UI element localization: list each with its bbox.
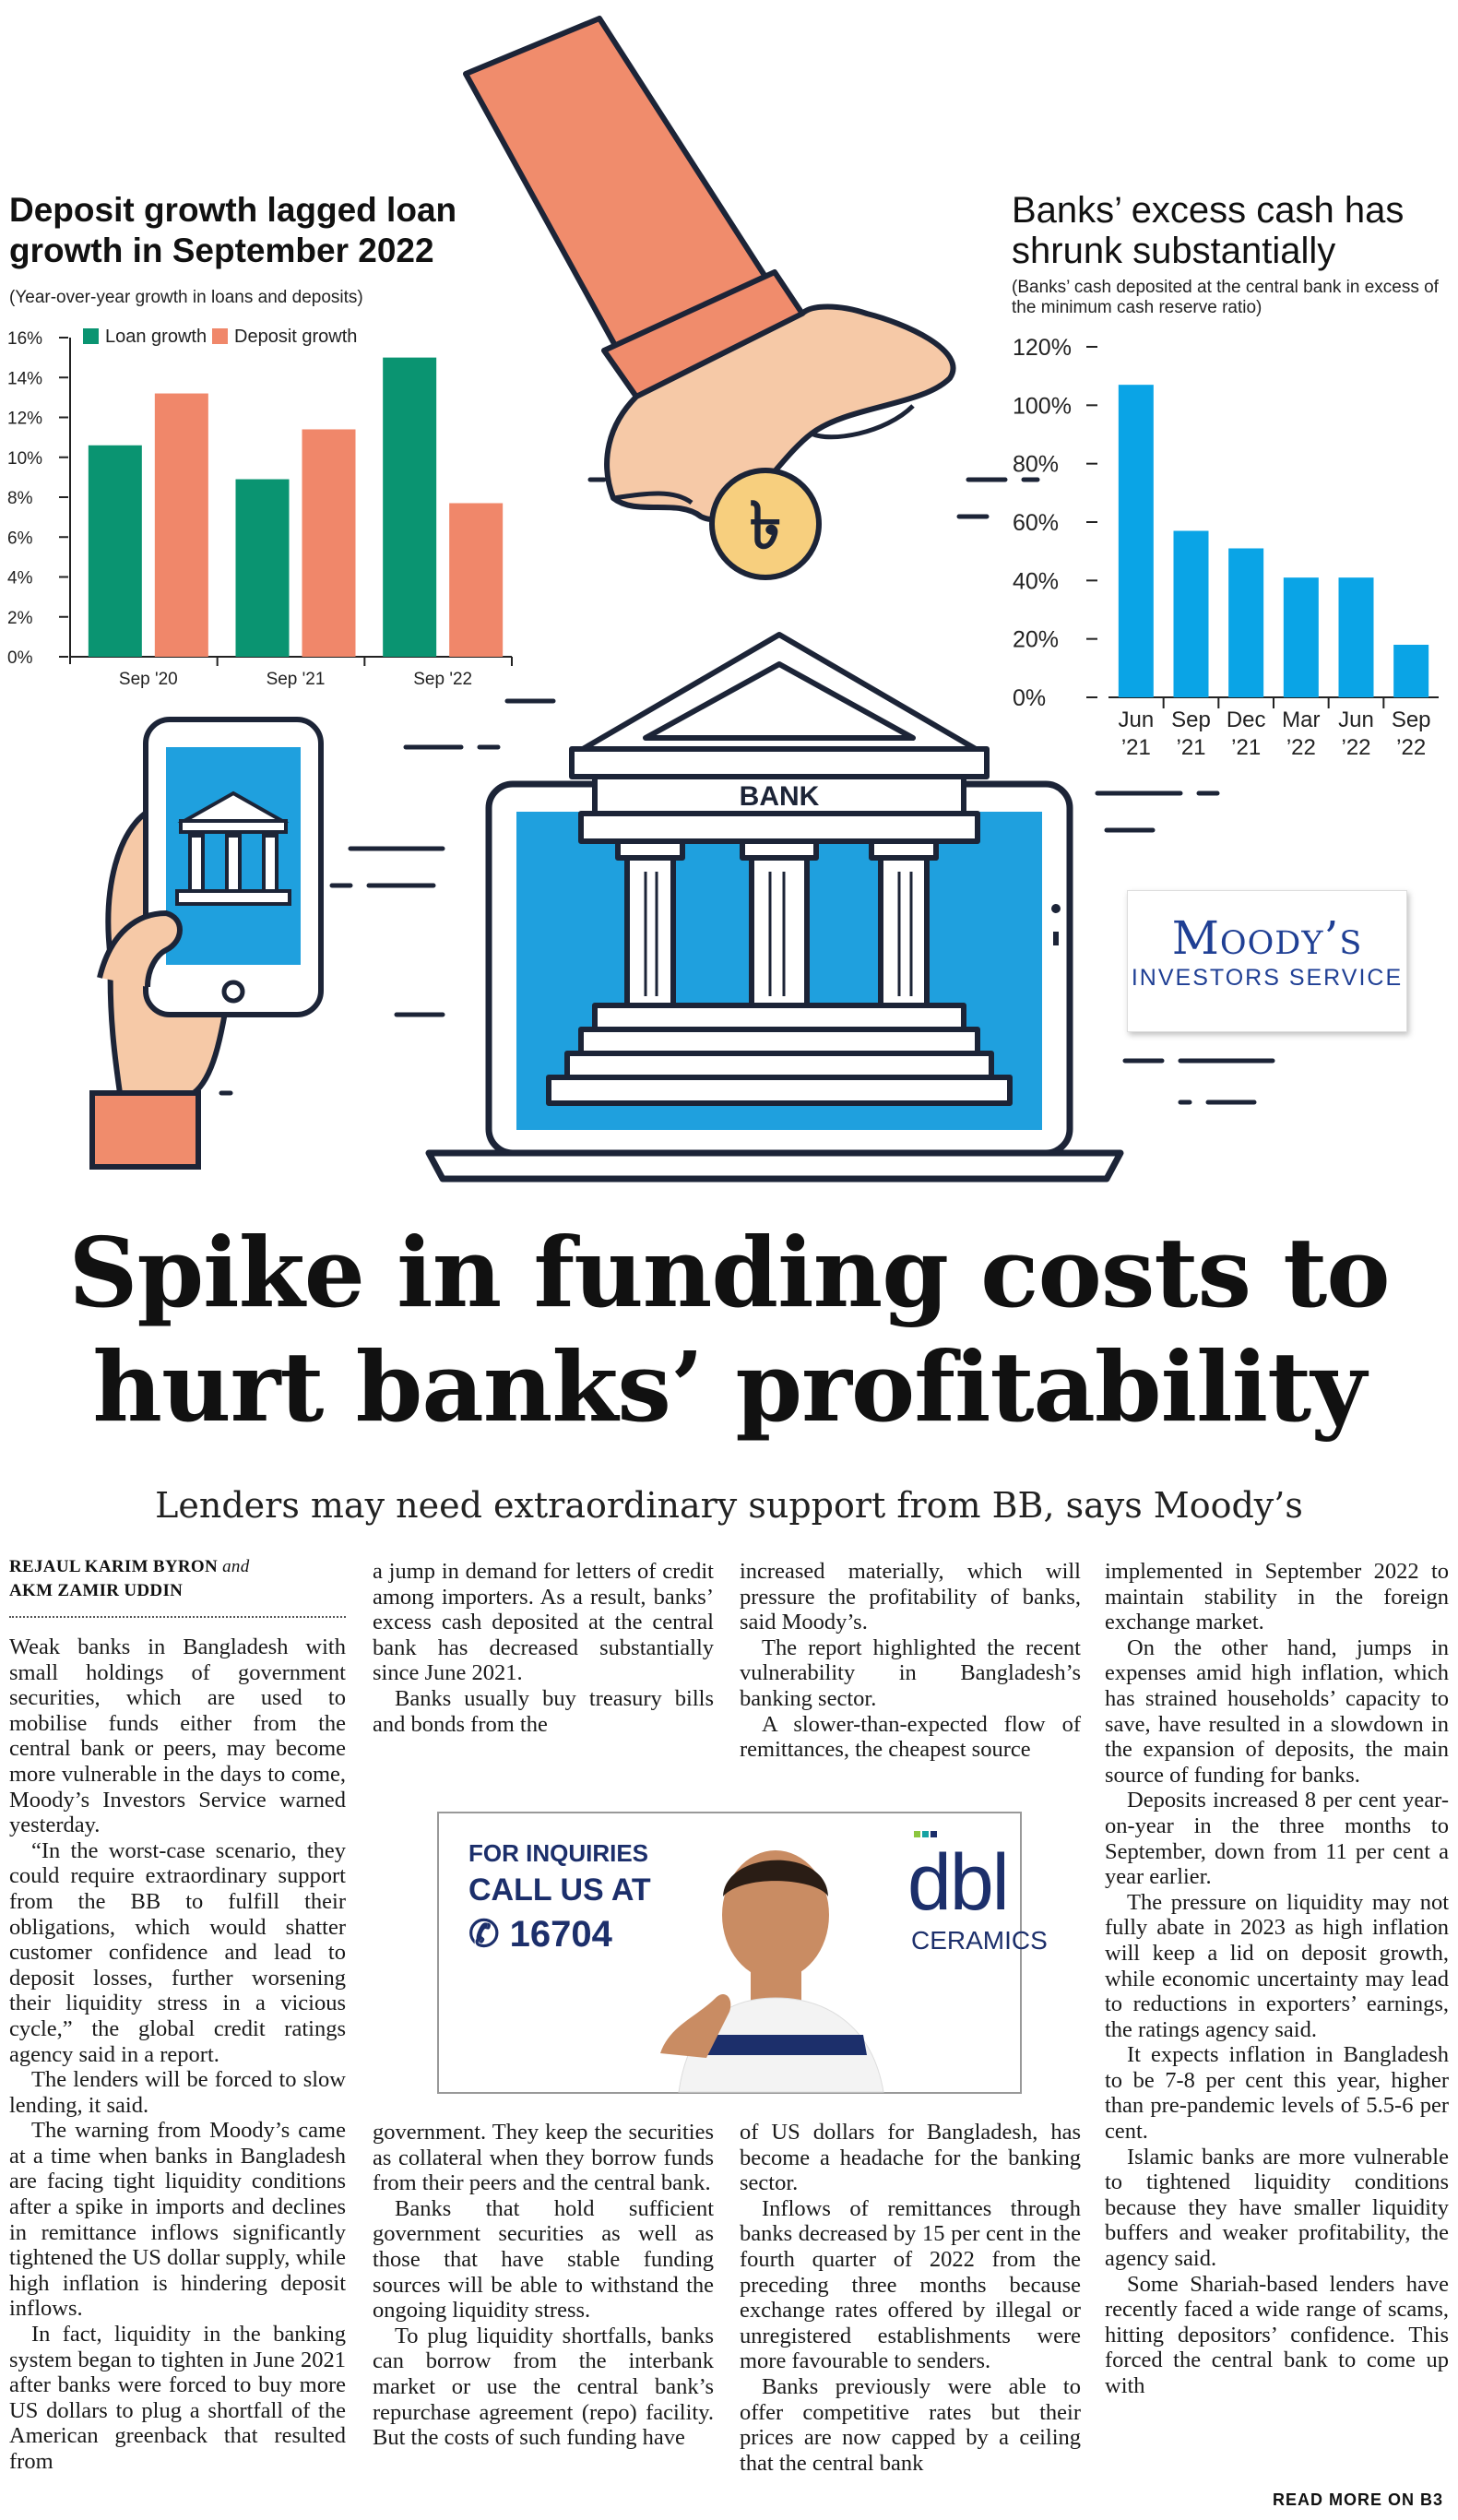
x-tick-label: Jun bbox=[1338, 707, 1374, 732]
paragraph: Inflows of remittances through banks decreased by 15 per cent in the fourth quarter of 2022 from the preceding three months because exchange rates offered by illegal or unregistered establishments were more favourable to senders. bbox=[740, 2195, 1081, 2374]
right-chart-title-line: Banks’ excess cash has bbox=[1012, 190, 1405, 231]
headline bbox=[18, 1216, 1440, 1444]
legend-label: Deposit growth bbox=[234, 327, 358, 347]
right-chart-subtitle bbox=[1012, 278, 1454, 318]
bar bbox=[89, 446, 142, 657]
paragraph: a jump in demand for letters of credit among importers. As a result, banks’ excess cash deposited at the central bank has decreased substantially since June 2021. bbox=[373, 1559, 714, 1686]
advertisement[interactable] bbox=[437, 1812, 1048, 2094]
article-column-1 bbox=[9, 1634, 346, 2475]
bar bbox=[155, 394, 208, 657]
byline-and: and bbox=[222, 1557, 250, 1576]
left-chart-title bbox=[9, 190, 526, 271]
bar bbox=[236, 480, 290, 657]
byline bbox=[9, 1555, 346, 1603]
legend-swatch bbox=[212, 328, 228, 344]
y-tick-label: 2% bbox=[7, 608, 33, 628]
x-tick-label: Sep '20 bbox=[118, 670, 178, 689]
paragraph: The pressure on liquidity may not fully abate in 2023 as high inflation will keep a lid on deposit growth, while economic uncertainty may lead to reductions in exporters’ earnings, the ratings agency said. bbox=[1105, 1889, 1449, 2042]
y-tick-label: 20% bbox=[1013, 626, 1060, 653]
headline-line: Spike in funding costs to bbox=[68, 1216, 1390, 1329]
bar bbox=[302, 429, 356, 657]
x-tick-label: ’21 bbox=[1176, 735, 1206, 760]
coin-symbol: ৳ bbox=[749, 490, 782, 562]
right-chart-subtitle-line: (Banks’ cash deposited at the central bank in excess of bbox=[1012, 278, 1439, 297]
paragraph: “In the worst-case scenario, they could require extraordinary support from the BB to fulfill their obligations, which would shatter customer confidence and lead to deposit losses, further worsening their liquidity stress in a vicious cycle,” the global credit ratings agency said in a report. bbox=[9, 1837, 346, 2067]
y-tick-label: 8% bbox=[7, 489, 33, 508]
byline-author: REJAUL KARIM BYRON bbox=[9, 1557, 219, 1576]
article-column-3-top bbox=[740, 1559, 1081, 1763]
moodys-name: Moody’s bbox=[1171, 911, 1363, 965]
y-tick-label: 120% bbox=[1013, 335, 1072, 361]
paragraph: Some Shariah-based lenders have recently faced a wide range of scams, hitting depositors’ confidence. This forced the central bank to come up with bbox=[1105, 2271, 1449, 2398]
article-column-3-bottom bbox=[740, 2120, 1081, 2476]
paragraph: implemented in September 2022 to maintain stability in the foreign exchange market. bbox=[1105, 1559, 1449, 1635]
x-tick-label: Sep '22 bbox=[413, 670, 473, 689]
y-tick-label: 12% bbox=[7, 409, 43, 429]
paragraph: A slower-than-expected flow of remittances, the cheapest source bbox=[740, 1711, 1081, 1763]
y-tick-label: 80% bbox=[1013, 451, 1060, 478]
byline-divider bbox=[9, 1616, 346, 1618]
legend-label: Loan growth bbox=[105, 327, 207, 347]
y-tick-label: 14% bbox=[7, 369, 43, 389]
paragraph: Banks that hold sufficient government securities as well as those that have stable funding sources will be able to withstand the ongoing liquidity stress. bbox=[373, 2195, 714, 2324]
x-tick-label: Mar bbox=[1282, 707, 1321, 732]
moodys-tagline: INVESTORS SERVICE bbox=[1131, 965, 1404, 991]
byline-author: AKM ZAMIR UDDIN bbox=[9, 1581, 184, 1600]
legend-swatch bbox=[83, 328, 99, 344]
bar bbox=[1228, 549, 1263, 698]
paragraph: It expects inflation in Bangladesh to be 7-8 per cent this year, higher than pre-pandemic levels of 5.5-6 per cent. bbox=[1105, 2042, 1449, 2145]
article-column-4 bbox=[1105, 1559, 1449, 2399]
y-tick-label: 4% bbox=[7, 568, 33, 588]
x-tick-label: Dec bbox=[1226, 707, 1266, 732]
paragraph: Banks previously were able to offer competitive rates but their prices are now capped by a ceiling that the central bank bbox=[740, 2373, 1081, 2476]
paragraph: increased materially, which will pressure the profitability of banks, said Moody’s. bbox=[740, 1559, 1081, 1635]
paragraph: To plug liquidity shortfalls, banks can borrow from the interbank market or use the central bank’s repurchase agreement (repo) facility. But the costs of such funding have bbox=[373, 2323, 714, 2451]
read-more[interactable]: READ MORE ON B3 bbox=[1273, 2490, 1444, 2509]
subheadline: Lenders may need extraordinary support from BB, says Moody’s bbox=[155, 1485, 1303, 1526]
ad-line2: CALL US AT bbox=[468, 1872, 651, 1908]
paragraph: The report highlighted the recent vulnerability in Bangladesh’s banking sector. bbox=[740, 1634, 1081, 1711]
y-tick-label: 0% bbox=[1013, 685, 1047, 711]
x-tick-label: Jun bbox=[1118, 707, 1155, 732]
paragraph: In fact, liquidity in the banking system began to tighten in June 2021 after banks were forced to buy more US dollars to plug a shortfall of the American greenback that resulted from bbox=[9, 2322, 346, 2474]
y-tick-label: 100% bbox=[1013, 393, 1072, 420]
y-tick-label: 6% bbox=[7, 529, 33, 549]
bar bbox=[1174, 531, 1209, 698]
x-tick-label: ’22 bbox=[1396, 735, 1427, 760]
paragraph: of US dollars for Bangladesh, has become a headache for the banking sector. bbox=[740, 2120, 1081, 2196]
paragraph: Islamic banks are more vulnerable to tightened liquidity conditions because they have smaller liquidity buffers and weaker profitability, the agency said. bbox=[1105, 2144, 1449, 2272]
paragraph: On the other hand, jumps in expenses amid high inflation, which has strained households’ capacity to save, have resulted in a slowdown in the expansion of deposits, the main source of funding for banks. bbox=[1105, 1634, 1449, 1788]
left-chart-subtitle: (Year-over-year growth in loans and deposits) bbox=[9, 288, 363, 307]
x-tick-label: ’22 bbox=[1286, 735, 1316, 760]
x-tick-label: Sep bbox=[1391, 707, 1431, 732]
y-tick-label: 60% bbox=[1013, 510, 1060, 536]
ad-brand-sub: CERAMICS bbox=[911, 1926, 1048, 1955]
right-chart-subtitle-line: the minimum cash reserve ratio) bbox=[1012, 298, 1262, 317]
y-tick-label: 16% bbox=[7, 329, 43, 349]
x-tick-label: ’22 bbox=[1341, 735, 1371, 760]
y-tick-label: 10% bbox=[7, 448, 43, 469]
right-chart-title-line: shrunk substantially bbox=[1012, 231, 1336, 271]
x-tick-label: Sep '21 bbox=[266, 670, 326, 689]
bar bbox=[1339, 577, 1374, 697]
headline-line: hurt banks’ profitability bbox=[92, 1330, 1366, 1444]
right-chart bbox=[1005, 323, 1458, 775]
bar bbox=[1284, 577, 1319, 697]
ad-person-image bbox=[642, 1841, 900, 2092]
left-chart-title-line: Deposit growth lagged loan bbox=[9, 191, 457, 229]
left-chart-title-line: growth in September 2022 bbox=[9, 232, 434, 269]
x-tick-label: Sep bbox=[1171, 707, 1211, 732]
article-column-2-top bbox=[373, 1559, 714, 1737]
bar bbox=[1119, 385, 1154, 697]
moodys-logo bbox=[1127, 890, 1407, 1032]
paragraph: The lenders will be forced to slow lending, it said. bbox=[9, 2067, 346, 2118]
left-chart bbox=[0, 314, 526, 701]
bank-sign: BANK bbox=[739, 781, 820, 812]
ad-phone: 16704 bbox=[509, 1914, 612, 1955]
paragraph: Banks usually buy treasury bills and bonds from the bbox=[373, 1685, 714, 1737]
ad-phone-row bbox=[468, 1913, 612, 1955]
paragraph: Deposits increased 8 per cent year-on-year in the three months to September, down from 11 per cent a year earlier. bbox=[1105, 1788, 1449, 1890]
ad-brand: dbl bbox=[907, 1838, 1008, 1927]
paragraph: Weak banks in Bangladesh with small holdings of government securities, which are used to mobilise funds either from the central bank or peers, may become more vulnerable in the days to come, Moody’s Investors Service warned yesterday. bbox=[9, 1634, 346, 1838]
bar bbox=[383, 358, 436, 657]
y-tick-label: 40% bbox=[1013, 568, 1060, 595]
y-tick-label: 0% bbox=[7, 648, 33, 668]
bar bbox=[449, 503, 503, 657]
phone-icon: ✆ bbox=[468, 1914, 500, 1955]
x-tick-label: ’21 bbox=[1120, 735, 1151, 760]
paragraph: The warning from Moody’s came at a time when banks in Bangladesh are facing tight liquidity conditions after a spike in imports and declines in remittance inflows significantly tightened the US dollar supply, while high inflation is hindering deposit inflows. bbox=[9, 2118, 346, 2322]
right-chart-title bbox=[1012, 190, 1454, 271]
article-column-2-bottom bbox=[373, 2120, 714, 2451]
bar bbox=[1393, 645, 1428, 697]
x-tick-label: ’21 bbox=[1231, 735, 1262, 760]
ad-line1: FOR INQUIRIES bbox=[468, 1839, 649, 1867]
paragraph: government. They keep the securities as collateral when they borrow funds from their peers and the central bank. bbox=[373, 2120, 714, 2196]
